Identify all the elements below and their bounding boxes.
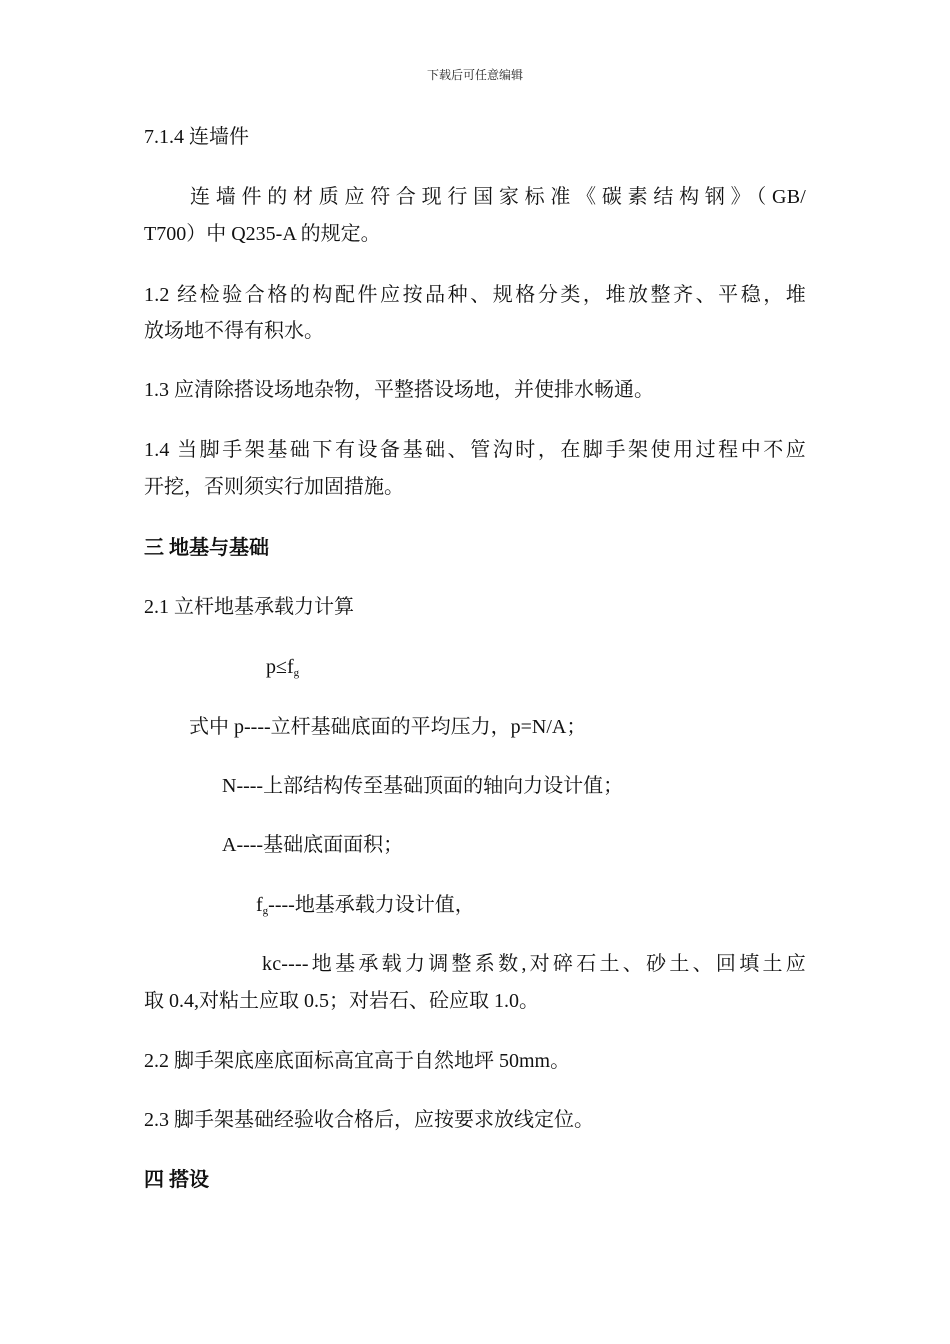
- paragraph-line: 1.3 应清除搭设场地杂物，平整搭设场地，并使排水畅通。: [144, 379, 654, 401]
- paragraph-line: 1.4 当脚手架基础下有设备基础、管沟时，在脚手架使用过程中不应: [144, 439, 806, 461]
- section-heading-7-1-4: 7.1.4 连墙件: [144, 126, 249, 148]
- fg-subscript: g: [262, 905, 269, 917]
- definition-a: A----基础底面面积；: [222, 834, 404, 856]
- fg-text: ----地基承载力设计值，: [268, 894, 475, 916]
- fg-main: f: [256, 894, 263, 916]
- section-heading-3: 三 地基与基础: [144, 537, 269, 559]
- subsection-title-2-1: 2.1 立杆地基承载力计算: [144, 596, 354, 618]
- formula-subscript: g: [293, 667, 300, 679]
- definition-fg: [256, 893, 475, 917]
- definition-kc: kc----地基承载力调整系数,对碎石土、砂土、回填土应: [262, 953, 806, 975]
- paragraph-line: 放场地不得有积水。: [144, 320, 324, 342]
- paragraph-line: T700）中 Q235-A 的规定。: [144, 223, 381, 245]
- paragraph-line: 2.3 脚手架基础经验收合格后，应按要求放线定位。: [144, 1109, 594, 1131]
- definition-kc-cont: 取 0.4,对粘土应取 0.5；对岩石、砼应取 1.0。: [144, 990, 539, 1012]
- paragraph-line: 开挖，否则须实行加固措施。: [144, 476, 404, 498]
- page-header-note: 下载后可任意编辑: [426, 68, 523, 82]
- paragraph-line: 连墙件的材质应符合现行国家标准《碳素结构钢》（GB/: [190, 186, 806, 208]
- paragraph-line: 2.2 脚手架底座底面标高宜高于自然地坪 50mm。: [144, 1050, 571, 1072]
- formula-main: p≤f: [266, 656, 294, 678]
- definition-p: 式中 p----立杆基础底面的平均压力，p=N/A；: [189, 716, 587, 738]
- definition-n: N----上部结构传至基础顶面的轴向力设计值；: [222, 775, 624, 797]
- section-heading-4: 四 搭设: [144, 1169, 209, 1191]
- formula: [266, 655, 299, 679]
- paragraph-line: 1.2 经检验合格的构配件应按品种、规格分类，堆放整齐、平稳，堆: [144, 284, 806, 306]
